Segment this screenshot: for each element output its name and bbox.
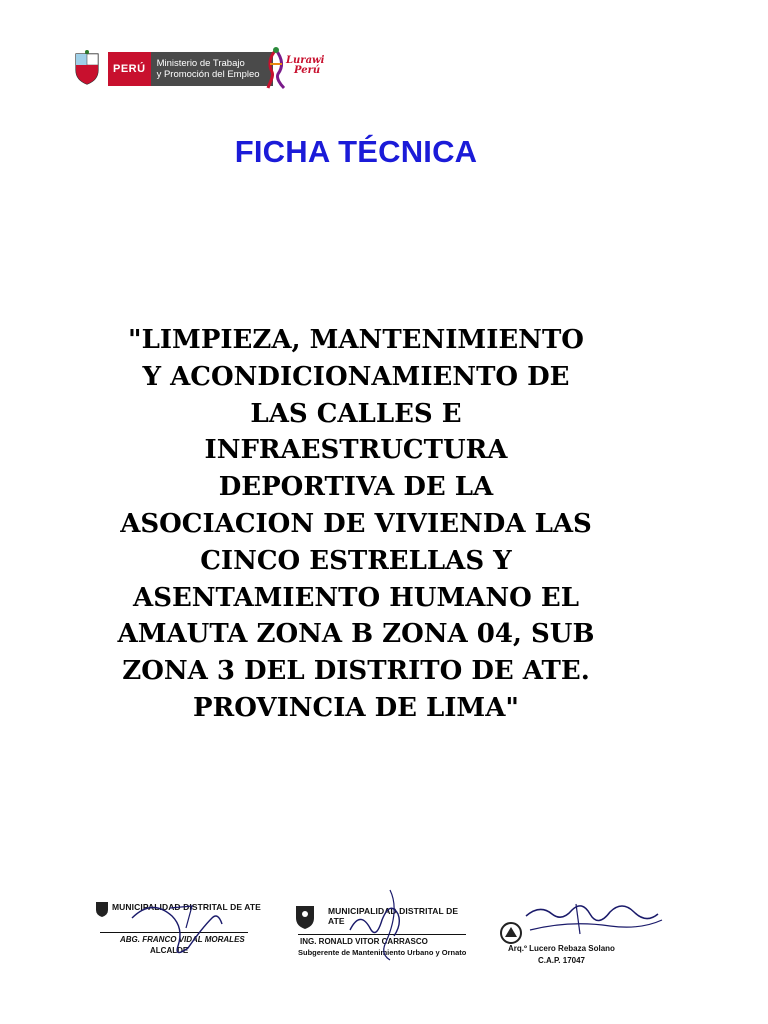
ministry-line-1: Ministerio de Trabajo: [156, 58, 245, 69]
municipal-seal-icon: [294, 904, 316, 930]
body-line: "LIMPIEZA, MANTENIMIENTO: [128, 325, 584, 355]
body-line: LAS CALLES E: [250, 398, 462, 429]
body-line: ZONA 3 DEL DISTRITO DE ATE.: [122, 656, 590, 687]
subgerente-stamp: [290, 880, 470, 970]
ministry-name: [151, 52, 273, 86]
signer-name: ING. RONALD VITOR CARRASCO: [300, 937, 428, 946]
lurawi-peru-logo: [264, 46, 344, 92]
document-title: FICHA TÉCNICA: [234, 134, 478, 169]
architect-seal-icon: [500, 922, 522, 944]
lurawi-figure-icon: [264, 46, 288, 92]
body-line: AMAUTA ZONA B ZONA 04, SUB: [117, 619, 595, 650]
header-logos: [72, 46, 372, 92]
program-name: [286, 56, 324, 76]
architect-stamp: [490, 890, 670, 970]
signer-name: Arq.º Lucero Rebaza Solano: [508, 944, 615, 953]
signer-role: ALCALDE: [150, 946, 189, 955]
signer-name: ABG. FRANCO VIDAL MORALES: [120, 935, 245, 944]
signer-role: C.A.P. 17047: [538, 956, 585, 965]
program-line-2: Perú: [294, 65, 321, 76]
handwritten-signature-icon: [92, 888, 262, 968]
peru-coat-of-arms-icon: [72, 50, 102, 86]
body-line: CINCO ESTRELLAS Y: [200, 545, 512, 576]
municipality-name: MUNICIPALIDAD DISTRITAL DE ATE: [112, 902, 261, 912]
program-line-1: Lurawi: [286, 55, 325, 66]
mayor-stamp: [92, 888, 262, 968]
project-description: [96, 322, 616, 727]
signature-line: [100, 932, 248, 933]
body-line: DEPORTIVA DE LA: [218, 472, 494, 503]
municipal-seal-icon: [94, 900, 110, 918]
ministry-line-2: y Promoción del Empleo: [156, 69, 260, 80]
body-line: PROVINCIA DE LIMA": [193, 692, 519, 723]
body-line: ASENTAMIENTO HUMANO EL: [133, 582, 579, 613]
body-line: Y ACONDICIONAMIENTO DE: [142, 361, 570, 392]
ministry-logo: [108, 52, 273, 86]
peru-label: PERÚ: [108, 52, 151, 86]
signer-role: Subgerente de Mantenimiento Urbano y Ornato: [298, 948, 467, 957]
body-line: ASOCIACION DE VIVIENDA LAS: [120, 508, 592, 539]
body-line: INFRAESTRUCTURA: [204, 435, 508, 466]
municipality-name: MUNICIPALIDAD DISTRITAL DE ATE: [328, 906, 459, 926]
signature-line: [298, 934, 466, 935]
